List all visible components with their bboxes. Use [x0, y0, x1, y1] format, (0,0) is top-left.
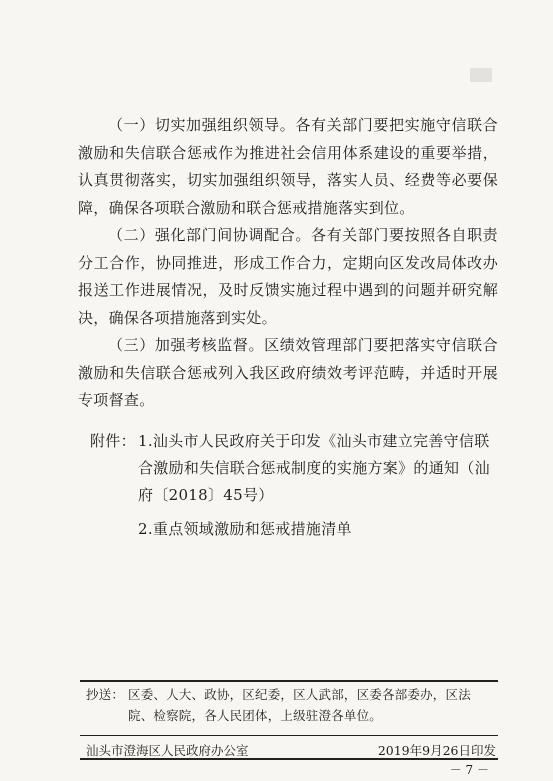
- cc-label: 抄送：: [86, 687, 125, 702]
- page-number: － 7 －: [449, 763, 489, 777]
- footer-mid-rule: [80, 735, 498, 736]
- issue-date: 2019年9月26日印发: [377, 743, 496, 758]
- attachment-item: 1.汕头市人民政府关于印发《汕头市建立完善守信联合激励和失信联合惩戒制度的实施方案》的通知（汕府〔2018〕45号）: [138, 432, 490, 504]
- paragraph-organization: （一）切实加强组织领导。各有关部门要把实施守信联合激励和失信联合惩戒作为推进社会信用体系建设的重要举措，认真贯彻落实，切实加强组织领导，落实人员、经费等必要保障，确保各项联合激励和联合惩戒措施落实到位。: [78, 116, 498, 217]
- paragraph-coordination: （二）强化部门间协调配合。各有关部门要按照各自职责分工合作，协同推进，形成工作合力，定期向区发改局体改办报送工作进展情况，及时反馈实施过程中遇到的问题并研究解决，确保各项措施落到实处。: [78, 226, 498, 327]
- issuing-office: 汕头市澄海区人民政府办公室: [86, 743, 249, 758]
- footer-bottom-rule: [80, 758, 498, 760]
- attachments-section: [90, 428, 500, 543]
- faint-mark: [470, 68, 492, 82]
- cc-block: [86, 684, 496, 726]
- paragraph-supervision: （三）加强考核监督。区绩效管理部门要把落实守信联合激励和失信联合惩戒列入我区政府绩效考评范畴，并适时开展专项督查。: [78, 336, 498, 409]
- attachment-item: 2.重点领域激励和惩戒措施清单: [138, 520, 352, 538]
- cc-recipients: 区委、人大、政协，区纪委，区人武部，区委各部委办，区法院、检察院，各人民团体，上级驻澄各单位。: [128, 687, 471, 723]
- footer-top-rule: [80, 680, 498, 682]
- attachments-label: 附件：: [90, 432, 136, 450]
